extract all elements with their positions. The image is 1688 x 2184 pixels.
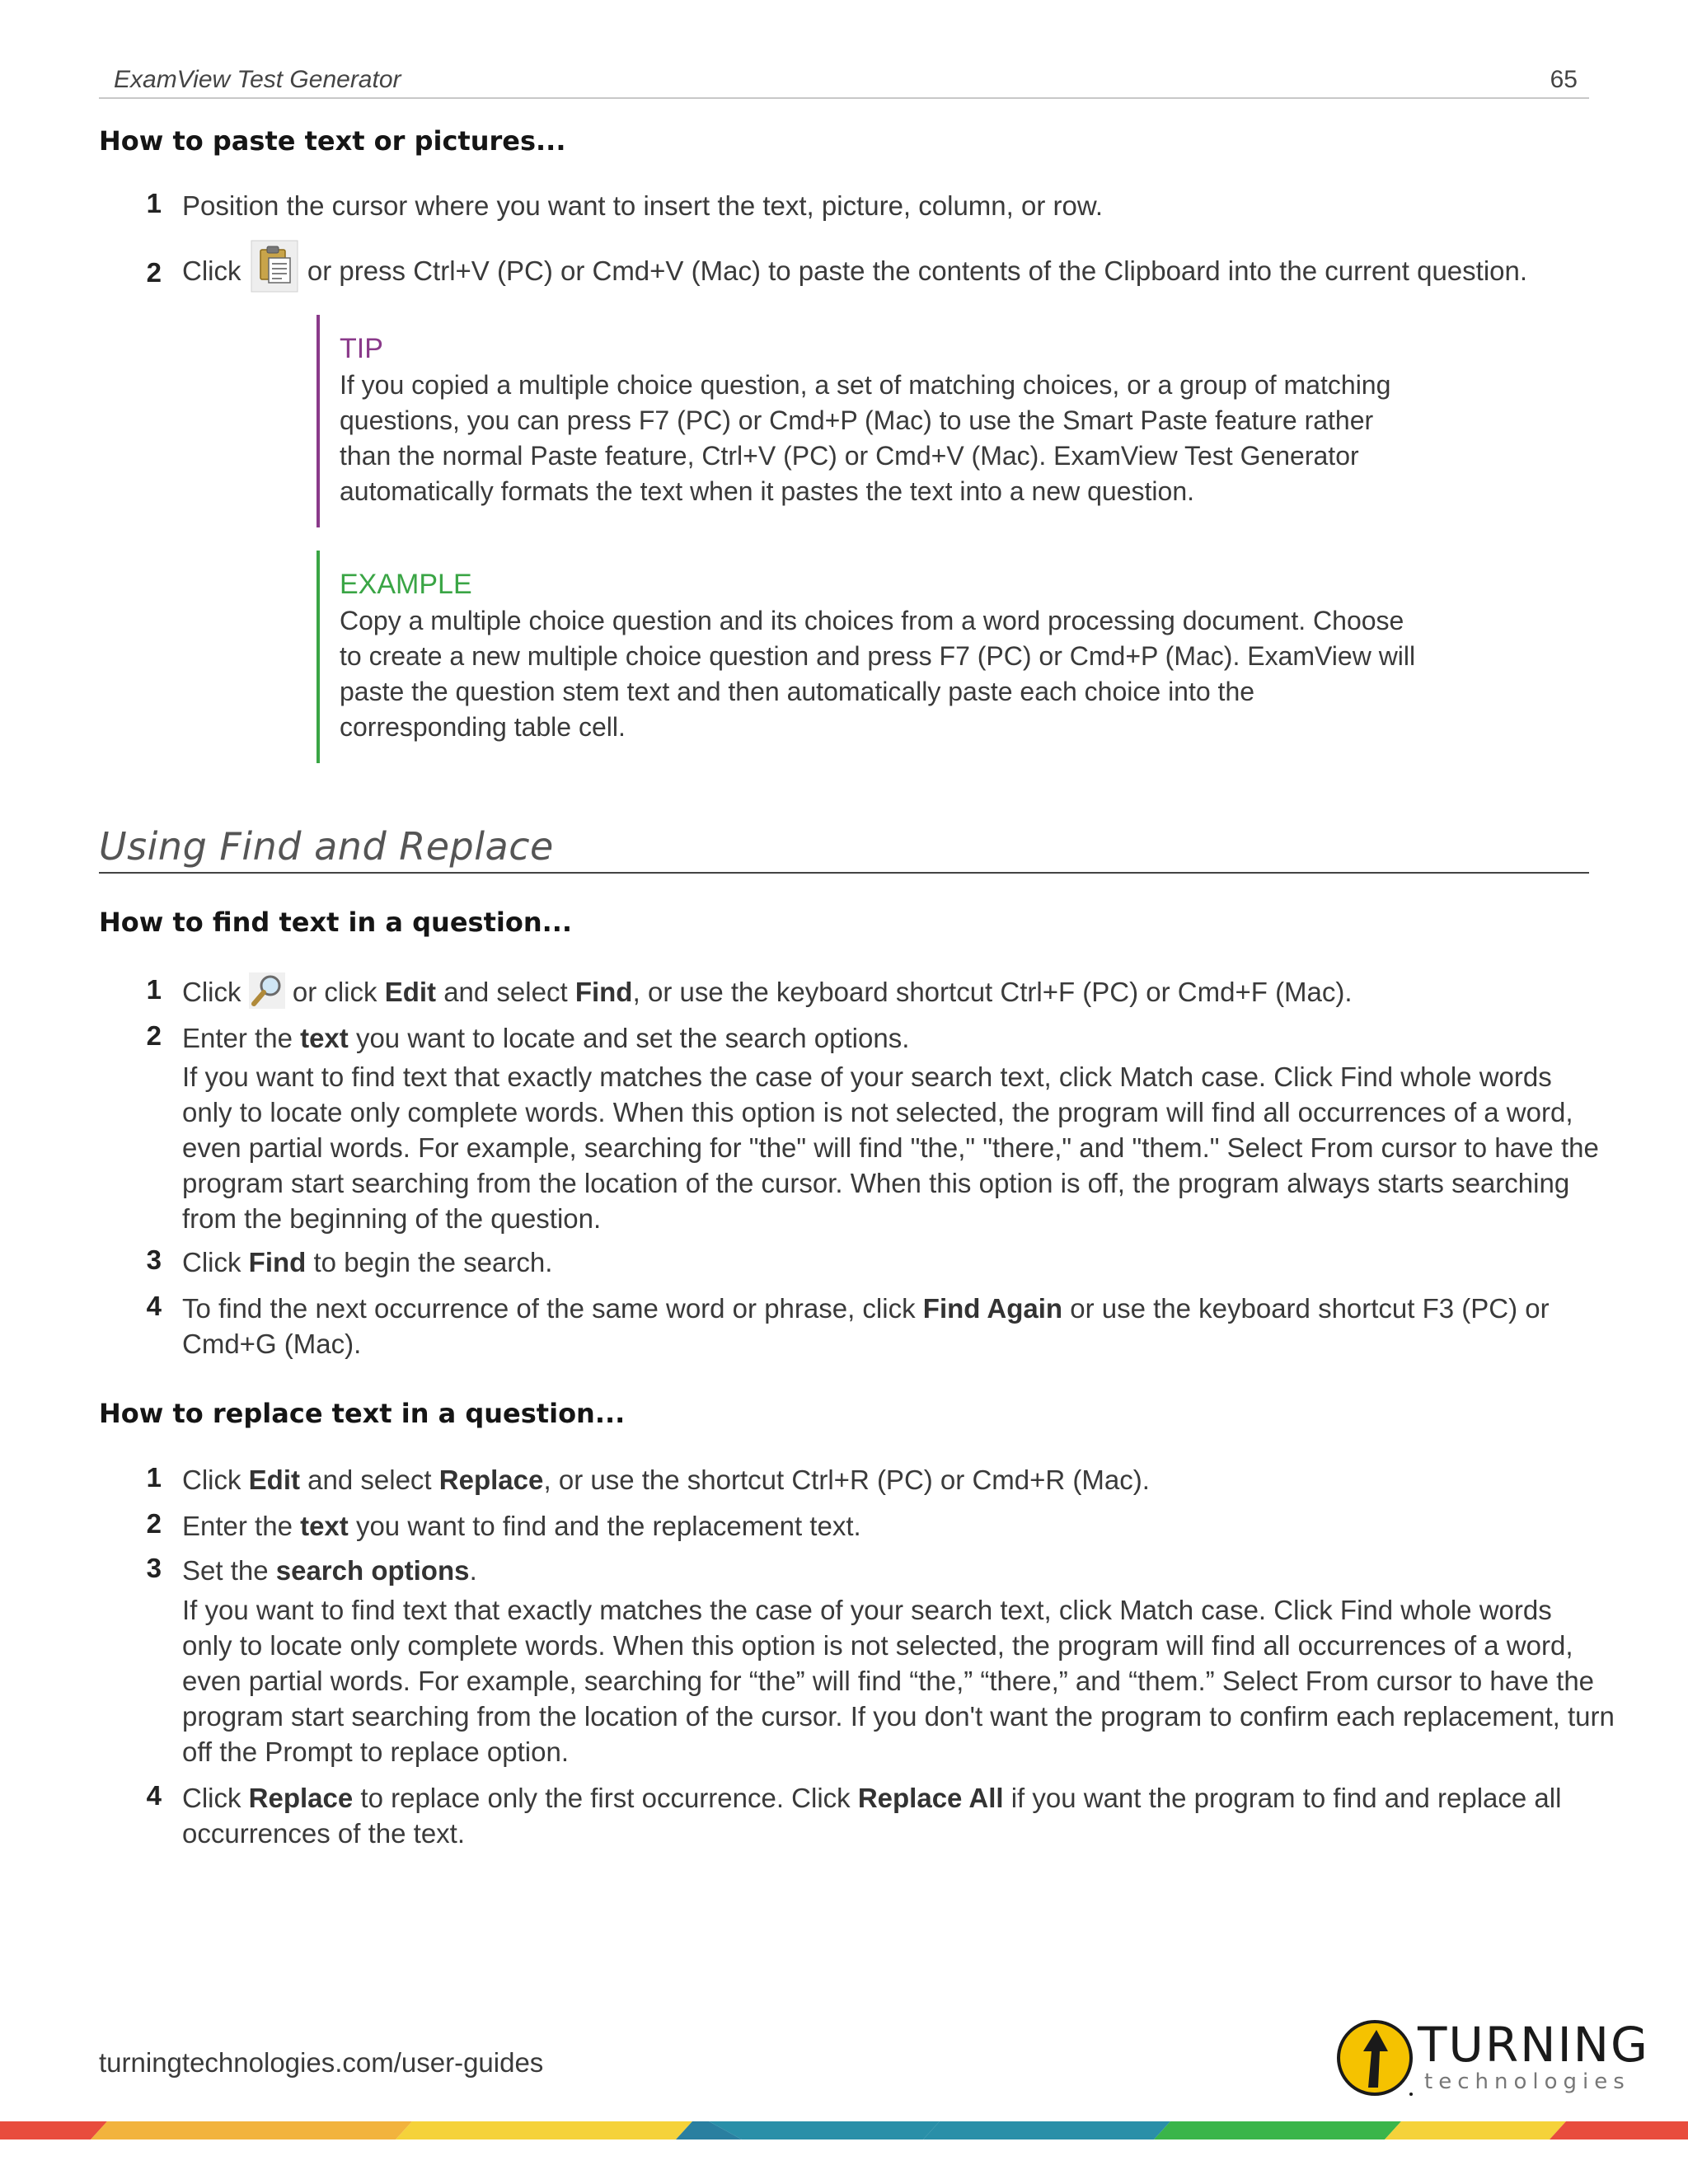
step-text-part: Click bbox=[182, 1247, 241, 1277]
step-text bbox=[182, 1020, 909, 1056]
tip-body bbox=[340, 368, 1390, 509]
step-text-part: . bbox=[469, 1555, 477, 1586]
step-text-part: or use the keyboard shortcut F3 (PC) or bbox=[1070, 1293, 1550, 1324]
footer-color-stripe bbox=[0, 2115, 1688, 2139]
detail-line: off the Prompt to replace option. bbox=[182, 1736, 570, 1767]
example-body bbox=[340, 603, 1415, 745]
detail-line: even partial words. For example, searching for “the” will find “the,” “there,” and “them.” Select From cursor to have the bbox=[182, 1666, 1595, 1696]
step-text bbox=[182, 1508, 861, 1544]
text-ref: text bbox=[300, 1023, 349, 1053]
find-again-ref: Find Again bbox=[922, 1293, 1063, 1324]
step-number: 2 bbox=[146, 1508, 162, 1539]
example-label: EXAMPLE bbox=[340, 569, 472, 600]
step-text-part: and select bbox=[443, 977, 568, 1007]
step-text-part: occurrences of the text. bbox=[182, 1818, 466, 1849]
detail-line: even partial words. For example, searching for "the" will find "the," "there," and "them." Select From cursor to have the bbox=[182, 1132, 1599, 1163]
step-detail bbox=[182, 1592, 1615, 1769]
menu-replace-ref: Replace bbox=[438, 1465, 544, 1495]
example-line: corresponding table cell. bbox=[340, 712, 626, 742]
tip-line: questions, you can press F7 (PC) or Cmd+P (Mac) to use the Smart Paste feature rather bbox=[340, 405, 1374, 435]
step-text-part: , or use the shortcut Ctrl+R (PC) or Cmd+R (Mac). bbox=[543, 1465, 1150, 1495]
example-callout bbox=[316, 551, 1470, 763]
step-text-part: To find the next occurrence of the same word or phrase, click bbox=[182, 1293, 916, 1324]
paste-clipboard-icon[interactable] bbox=[251, 240, 298, 293]
turning-technologies-logo bbox=[1335, 2015, 1665, 2097]
step-text bbox=[182, 1462, 1150, 1497]
step-text-part: , or use the keyboard shortcut Ctrl+F (PC) or Cmd+F (Mac). bbox=[632, 977, 1353, 1007]
menu-edit-ref: Edit bbox=[384, 977, 437, 1007]
step-detail bbox=[182, 1059, 1599, 1236]
step-text: Position the cursor where you want to insert the text, picture, column, or row. bbox=[182, 190, 1104, 221]
running-header-title: ExamView Test Generator bbox=[114, 66, 401, 93]
footer-url[interactable]: turningtechnologies.com/user-guides bbox=[99, 2047, 544, 2078]
step-number: 2 bbox=[146, 1020, 162, 1051]
header-rule bbox=[99, 97, 1589, 99]
menu-edit-ref: Edit bbox=[248, 1465, 300, 1495]
section-title: Using Find and Replace bbox=[99, 824, 554, 869]
example-line: paste the question stem text and then automatically paste each choice into the bbox=[340, 677, 1255, 706]
step-text-part: Click bbox=[182, 1465, 241, 1495]
tip-label: TIP bbox=[340, 333, 383, 364]
step-text-part: if you want the program to find and replace all bbox=[1010, 1783, 1562, 1813]
detail-line: If you want to find text that exactly matches the case of your search text, click Match case. Click Find whole words bbox=[182, 1062, 1552, 1092]
detail-line: program start searching from the location of the cursor. When this option is off, the program always starts searching bbox=[182, 1168, 1570, 1198]
example-bar bbox=[316, 551, 320, 763]
step-text-part: Enter the bbox=[182, 1023, 293, 1053]
step-text-part: Click bbox=[182, 255, 241, 286]
menu-find-ref: Find bbox=[574, 977, 633, 1007]
step-number: 1 bbox=[146, 974, 162, 1005]
step-text-part: to begin the search. bbox=[313, 1247, 553, 1277]
tip-line: If you copied a multiple choice question, a set of matching choices, or a group of matching bbox=[340, 370, 1391, 400]
text-ref: text bbox=[300, 1511, 349, 1541]
step-text bbox=[182, 1291, 1550, 1361]
step-text-part: Enter the bbox=[182, 1511, 293, 1541]
step-number: 4 bbox=[146, 1291, 162, 1321]
detail-line: only to locate only complete words. When this option is not selected, the program will find all occurrences of a word, bbox=[182, 1630, 1573, 1661]
section-rule bbox=[99, 872, 1589, 874]
step-number: 4 bbox=[146, 1780, 162, 1811]
step-text-part: or click bbox=[292, 977, 377, 1007]
example-line: to create a new multiple choice question and press F7 (PC) or Cmd+P (Mac). ExamView will bbox=[340, 641, 1416, 671]
detail-line: program start searching from the location of the cursor. If you don't want the program to confirm each replacement, turn bbox=[182, 1701, 1615, 1732]
search-options-ref: search options bbox=[275, 1555, 470, 1586]
step-text-part: you want to find and the replacement text. bbox=[355, 1511, 861, 1541]
find-heading: How to find text in a question... bbox=[99, 907, 573, 938]
replace-heading: How to replace text in a question... bbox=[99, 1398, 626, 1429]
detail-line: from the beginning of the question. bbox=[182, 1203, 602, 1234]
detail-line: If you want to find text that exactly matches the case of your search text, click Match case. Click Find whole words bbox=[182, 1595, 1552, 1625]
magnifier-icon[interactable] bbox=[249, 972, 285, 1009]
step-text-part: you want to locate and set the search options. bbox=[355, 1023, 910, 1053]
logo-wordmark: TURNING bbox=[1418, 2017, 1650, 2073]
step-number: 1 bbox=[146, 1462, 162, 1493]
paste-heading: How to paste text or pictures... bbox=[99, 125, 566, 157]
detail-line: only to locate only complete words. When this option is not selected, the program will find all occurrences of a word, bbox=[182, 1097, 1573, 1127]
step-text bbox=[182, 1244, 552, 1280]
replace-all-button-ref: Replace All bbox=[857, 1783, 1004, 1813]
step-number: 3 bbox=[146, 1553, 162, 1583]
step-text bbox=[182, 1553, 477, 1588]
step-number: 3 bbox=[146, 1244, 162, 1275]
step-number: 1 bbox=[146, 188, 162, 218]
step-text bbox=[182, 974, 1353, 1012]
find-button-ref: Find bbox=[248, 1247, 307, 1277]
step-text-part: Click bbox=[182, 977, 241, 1007]
tip-line: automatically formats the text when it pastes the text into a new question. bbox=[340, 476, 1194, 506]
example-line: Copy a multiple choice question and its choices from a word processing document. Choose bbox=[340, 606, 1404, 635]
step-text-part: Cmd+G (Mac). bbox=[182, 1329, 362, 1359]
step-text-part: Set the bbox=[182, 1555, 269, 1586]
page-number: 65 bbox=[1550, 66, 1578, 93]
step-text-part: and select bbox=[307, 1465, 432, 1495]
replace-button-ref: Replace bbox=[248, 1783, 354, 1813]
tip-callout bbox=[316, 315, 1470, 527]
step-number: 2 bbox=[146, 257, 162, 288]
step-text bbox=[182, 234, 1527, 308]
step-text-part: or press Ctrl+V (PC) or Cmd+V (Mac) to paste the contents of the Clipboard into the current question. bbox=[307, 255, 1528, 286]
tip-line: than the normal Paste feature, Ctrl+V (PC) or Cmd+V (Mac). ExamView Test Generator bbox=[340, 441, 1359, 471]
tip-bar bbox=[316, 315, 320, 527]
logo-subtext: technologies bbox=[1424, 2069, 1630, 2094]
step-text bbox=[182, 1780, 1561, 1851]
step-text-part: to replace only the first occurrence. Click bbox=[360, 1783, 851, 1813]
step-text-part: Click bbox=[182, 1783, 241, 1813]
